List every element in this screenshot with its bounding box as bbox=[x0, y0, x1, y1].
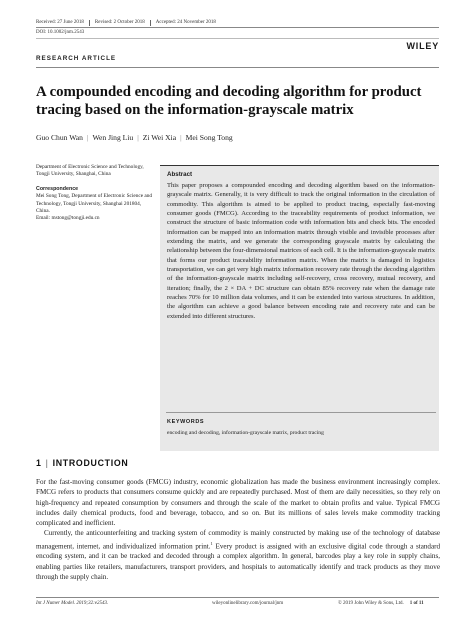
abstract-heading: Abstract bbox=[167, 171, 193, 178]
citation-ref[interactable]: 1 bbox=[210, 540, 213, 546]
divider bbox=[89, 20, 90, 26]
article-type: RESEARCH ARTICLE bbox=[36, 55, 117, 62]
paragraph: For the fast-moving consumer goods (FMCG) industry, economic globalization has made the business environment increasingly complex. FMCG refers to products that consumers consume quickly and are repeatedly purchased. Most of them are daily necessities, so they rely on high-frequency and repeated consumption by consumers and through the scale of the market to obtain profits and value. Typical FMCG includes daily chemical products, food and beverage, tobacco, and so on. But its millions of sales levels make commodity tracking complicated and inefficient. bbox=[36, 478, 440, 528]
affiliation-block bbox=[36, 164, 154, 223]
correspondence-heading: Correspondence bbox=[36, 185, 79, 192]
affiliation: Department of Electronic Science and Technology, Tongji University, Shanghai, China bbox=[36, 164, 144, 178]
paragraph bbox=[36, 528, 440, 582]
author[interactable]: Wen Jing Liu bbox=[92, 133, 134, 142]
doi[interactable]: DOI: 10.1002/jnm.2543 bbox=[36, 30, 85, 35]
footer-rule bbox=[36, 597, 439, 598]
keywords-heading: KEYWORDS bbox=[167, 419, 205, 425]
correspondence-email[interactable]: Email: mstong@tongji.edu.cn bbox=[36, 215, 100, 222]
section-number: 1 bbox=[36, 458, 42, 468]
page-number: 1 of 11 bbox=[409, 601, 424, 606]
author[interactable]: Mei Song Tong bbox=[185, 133, 233, 142]
author[interactable]: Zi Wei Xia bbox=[142, 133, 177, 142]
copyright: © 2019 John Wiley & Sons, Ltd. bbox=[338, 601, 404, 606]
author-separator: | bbox=[137, 133, 139, 142]
divider bbox=[150, 20, 151, 26]
author[interactable]: Guo Chun Wan bbox=[36, 133, 83, 142]
paragraph-text: Every product is assigned with an exclusive digital code through a standard encoding system, and it can be tracked and decoded through a complex algorithm. In general, barcodes play a key role in supply chains, enabling parties like retailers, manufacturers, transport providers, and hospitals to automatically identify and track products as they move through the supply chain. bbox=[36, 542, 440, 582]
journal-citation: Int J Numer Model. 2019;32:e2543. bbox=[36, 601, 109, 606]
journal-url[interactable]: wileyonlinelibrary.com/journal/jnm bbox=[212, 601, 284, 606]
section-heading bbox=[36, 458, 128, 468]
accepted-date: Accepted: 24 November 2018 bbox=[155, 20, 216, 25]
header-rule bbox=[36, 27, 439, 28]
publisher-logo: WILEY bbox=[406, 41, 439, 51]
section-separator: | bbox=[45, 458, 49, 468]
doi-rule bbox=[36, 38, 439, 39]
received-date: Received: 27 June 2018 bbox=[36, 20, 84, 25]
author-separator: | bbox=[86, 133, 89, 142]
footer-right bbox=[338, 601, 424, 606]
author-list bbox=[36, 133, 233, 142]
keywords-text: encoding and decoding, information-grayscale matrix, product tracing bbox=[167, 430, 324, 436]
paragraph-text: Currently, the anticounterfeiting and tracking system of commodity is mainly constructed by making use of the technology of database management, internet, and individualized information print. bbox=[36, 529, 440, 551]
keywords-rule bbox=[166, 412, 436, 413]
abstract-text: This paper proposes a compounded encoding and decoding algorithm based on the information-grayscale matrix. Generally, it is very difficult to track the original information in the circulation of commodity. This algorithm is aimed to be applied to product tracing, especially fast-moving consumer goods (FMCG). According to the traceability requirements of product information, we construct the structure of basic information code with information bits and check bits. The encoded information can be mapped into an information matrix through visible and invisible processes after extending the matrix, and we generate the corresponding grayscale matrix by calculating the relationship between the four-dimensional matrices of each cell. It is the information-grayscale matrix that forms our product traceability information matrix. When the matrix is damaged in logistics transportation, we can get very high matrix information recovery rate through the decoding algorithm of the information-grayscale matrix including self-recovery, cross recovery, mutual recovery, and iteration; finally, the 2 × DA + DC structure can obtain 85% recovery rate when the damage rate reaches 70% for 10 million data volumes, and it can be extended into various structures. In addition, the algorithm can achieve a good balance between encoding rate and recovery rate and can be extended into different structures. bbox=[167, 182, 435, 320]
article-type-rule bbox=[36, 67, 439, 68]
correspondence-address: Mei Song Tong, Department of Electronic Science and Technology, Tongji University, Shanghai 201804, China. bbox=[36, 193, 153, 215]
body-text bbox=[36, 477, 440, 582]
revised-date: Revised: 2 October 2018 bbox=[94, 20, 145, 25]
section-title: INTRODUCTION bbox=[52, 458, 129, 468]
author-separator: | bbox=[180, 133, 182, 142]
article-history bbox=[36, 20, 216, 26]
paper-title: A compounded encoding and decoding algorithm for product tracing based on the information-grayscale matrix bbox=[36, 84, 422, 118]
